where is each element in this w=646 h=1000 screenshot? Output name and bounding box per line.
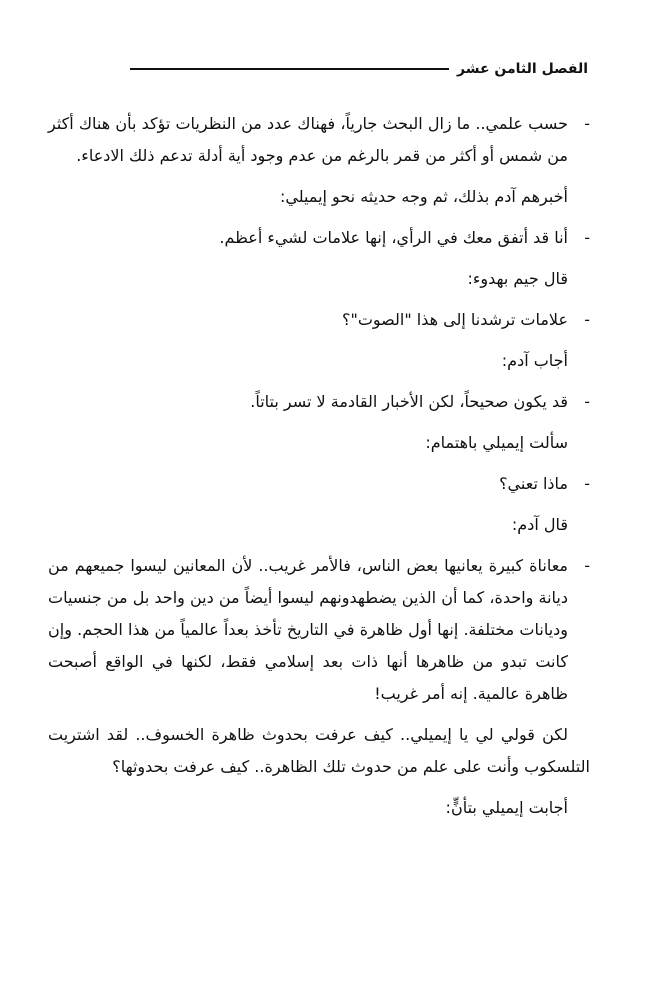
narration-line: قال آدم: bbox=[511, 515, 568, 534]
narration-line: أخبرهم آدم بذلك، ثم وجه حديثه نحو إيميلي: bbox=[279, 187, 568, 206]
narration-line: سألت إيميلي باهتمام: bbox=[425, 433, 568, 452]
dialogue-line bbox=[48, 304, 590, 336]
dialogue-line bbox=[48, 222, 590, 254]
dialogue-line bbox=[48, 108, 590, 172]
dialogue-text: قد يكون صحيحاً، لكن الأخبار القادمة لا تسر بتاتاً. bbox=[250, 392, 568, 411]
dialogue-dash: - bbox=[584, 474, 590, 493]
dialogue-text: علامات ترشدنا إلى هذا "الصوت"؟ bbox=[341, 310, 568, 329]
dialogue-text: ماذا تعني؟ bbox=[499, 474, 568, 493]
dialogue-dash: - bbox=[584, 556, 590, 575]
page-body bbox=[48, 108, 590, 833]
dialogue-dash: - bbox=[584, 392, 590, 411]
dialogue-dash: - bbox=[584, 310, 590, 329]
narration-line: قال جيم بهدوء: bbox=[467, 269, 568, 288]
narration-paragraph: لكن قولي لي يا إيميلي.. كيف عرفت بحدوث ظاهرة الخسوف.. لقد اشتريت التلسكوب وأنت على علم من حدوث تلك الظاهرة.. كيف عرفت بحدوثها؟ bbox=[48, 725, 590, 776]
narration-line: أجابت إيميلي بتأنٍّ: bbox=[445, 798, 568, 817]
dialogue-line bbox=[48, 386, 590, 418]
header-rule bbox=[130, 68, 449, 70]
dialogue-line bbox=[48, 468, 590, 500]
chapter-title: الفصل الثامن عشر bbox=[457, 61, 588, 77]
dialogue-dash: - bbox=[584, 228, 590, 247]
dialogue-dash: - bbox=[584, 114, 590, 133]
running-header bbox=[130, 54, 588, 84]
dialogue-text: حسب علمي.. ما زال البحث جارياً، فهناك عدد من النظريات تؤكد بأن هناك أكثر من شمس أو أكثر من قمر بالرغم من عدم وجود أية أدلة تدعم ذلك الادعاء. bbox=[48, 114, 568, 165]
dialogue-text: أنا قد أتفق معك في الرأي، إنها علامات لشيء أعظم. bbox=[219, 228, 568, 247]
dialogue-line bbox=[48, 550, 590, 710]
narration-line: أجاب آدم: bbox=[501, 351, 568, 370]
dialogue-text: معاناة كبيرة يعانيها بعض الناس، فالأمر غريب.. لأن المعانين ليسوا جميعهم من ديانة واحدة، كما أن الذين يضطهدونهم ليسوا أيضاً من دين واحد بل من جنسيات وديانات مختلفة. إنها أول ظاهرة في التاريخ تأخذ بعداً عالمياً من هذا الحجم. وإن كانت تبدو من ظاهرها أنها ذات بعد إسلامي فقط، لكنها في الواقع أصبحت ظاهرة عالمية. إنه أمر غريب! bbox=[48, 556, 568, 703]
